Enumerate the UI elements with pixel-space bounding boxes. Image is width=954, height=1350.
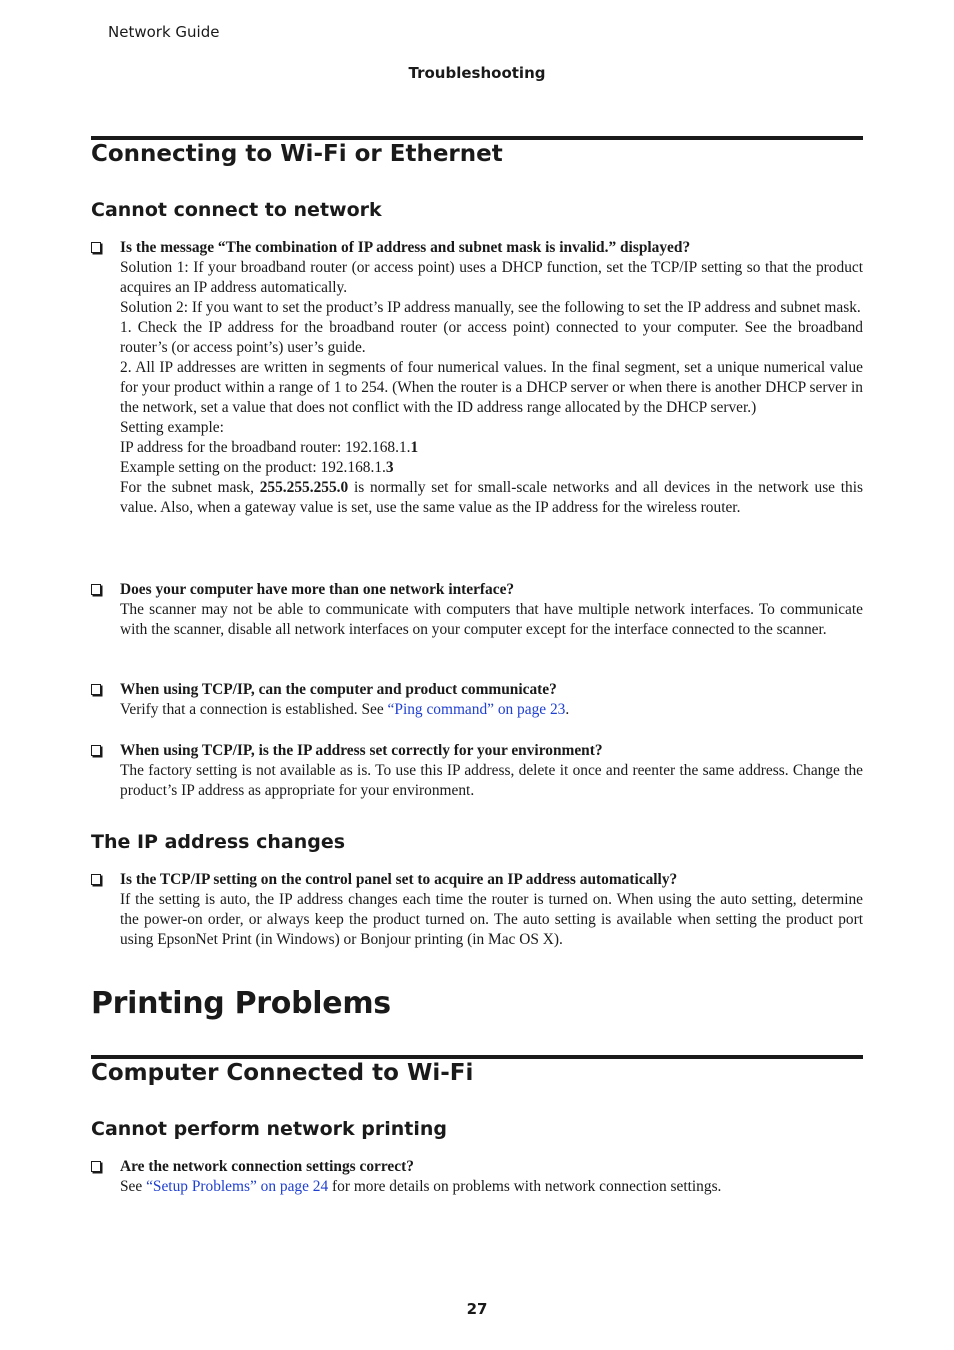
ping-command-link[interactable]: “Ping command” on page 23	[387, 701, 566, 718]
question: When using TCP/IP, can the computer and product communicate?	[120, 681, 557, 698]
list-item	[91, 580, 863, 640]
question: Does your computer have more than one network interface?	[120, 581, 515, 598]
question: When using TCP/IP, is the IP address set correctly for your environment?	[120, 742, 603, 759]
running-header-title: Network Guide	[108, 23, 220, 41]
list-item	[91, 741, 863, 801]
list-item	[91, 870, 863, 950]
answer-paragraph: If the setting is auto, the IP address changes each time the router is turned on. When using the auto setting, determine the power-on order, or always keep the product turned on. The auto setting is available when setting the product port using EpsonNet Print (in Windows) or Bonjour printing (in Mac OS X).	[120, 891, 863, 948]
subsection-title-ip-changes: The IP address changes	[91, 831, 346, 853]
answer-paragraph: Setting example:	[120, 419, 224, 436]
chapter-title-printing-problems: Printing Problems	[91, 986, 391, 1021]
checkbox-bullet-icon	[91, 242, 101, 253]
section-rule	[91, 136, 863, 140]
answer-paragraph: For the subnet mask, 255.255.255.0 is normally set for small-scale networks and all devices in the network use this value. Also, when a gateway value is set, use the same value as the IP address for the wireless router.	[120, 479, 863, 516]
page-number: 27	[466, 1300, 488, 1318]
setup-problems-link[interactable]: “Setup Problems” on page 24	[146, 1178, 329, 1195]
answer-paragraph: The scanner may not be able to communicate with computers that have multiple network interfaces. To communicate with the scanner, disable all network interfaces on your computer except for the interface connected to the scanner.	[120, 601, 863, 638]
checkbox-bullet-icon	[91, 745, 101, 756]
answer-paragraph: Verify that a connection is established. See “Ping command” on page 23.	[120, 701, 570, 718]
checkbox-bullet-icon	[91, 874, 101, 885]
list-item	[91, 1157, 863, 1197]
answer-paragraph: Solution 2: If you want to set the product’s IP address manually, see the following to set the IP address and subnet mask.	[120, 299, 861, 316]
list-item	[91, 238, 863, 518]
section-title-wifi-ethernet: Connecting to Wi-Fi or Ethernet	[91, 141, 503, 167]
answer-paragraph: 1. Check the IP address for the broadband router (or access point) connected to your computer. See the broadband router’s (or access point’s) user’s guide.	[120, 319, 863, 356]
answer-paragraph: Solution 1: If your broadband router (or access point) uses a DHCP function, set the TCP/IP setting so that the product acquires an IP address automatically.	[120, 259, 863, 296]
subsection-title-cannot-print: Cannot perform network printing	[91, 1118, 447, 1140]
setting-example-product: Example setting on the product: 192.168.1.3	[120, 459, 394, 476]
checkbox-bullet-icon	[91, 684, 101, 695]
section-rule	[91, 1055, 863, 1059]
answer-paragraph: 2. All IP addresses are written in segments of four numerical values. In the final segment, set a unique numerical value for your product within a range of 1 to 254. (When the router is a DHCP server or when there is another DHCP server in the network, set a value that does not conflict with the ID address range allocated by the DHCP server.)	[120, 359, 863, 416]
answer-paragraph: See “Setup Problems” on page 24 for more details on problems with network connection settings.	[120, 1178, 722, 1195]
question: Is the message “The combination of IP address and subnet mask is invalid.” displayed?	[120, 239, 691, 256]
setting-example-router: IP address for the broadband router: 192.168.1.1	[120, 439, 419, 456]
checkbox-bullet-icon	[91, 1161, 101, 1172]
question: Is the TCP/IP setting on the control panel set to acquire an IP address automatically?	[120, 871, 678, 888]
checkbox-bullet-icon	[91, 584, 101, 595]
subsection-title-cannot-connect: Cannot connect to network	[91, 199, 382, 221]
section-title-computer-wifi: Computer Connected to Wi-Fi	[91, 1060, 474, 1086]
running-header-section: Troubleshooting	[408, 64, 546, 82]
answer-paragraph: The factory setting is not available as is. To use this IP address, delete it once and reenter the same address. Change the product’s IP address as appropriate for your environment.	[120, 762, 863, 799]
question: Are the network connection settings correct?	[120, 1158, 414, 1175]
list-item	[91, 680, 863, 720]
